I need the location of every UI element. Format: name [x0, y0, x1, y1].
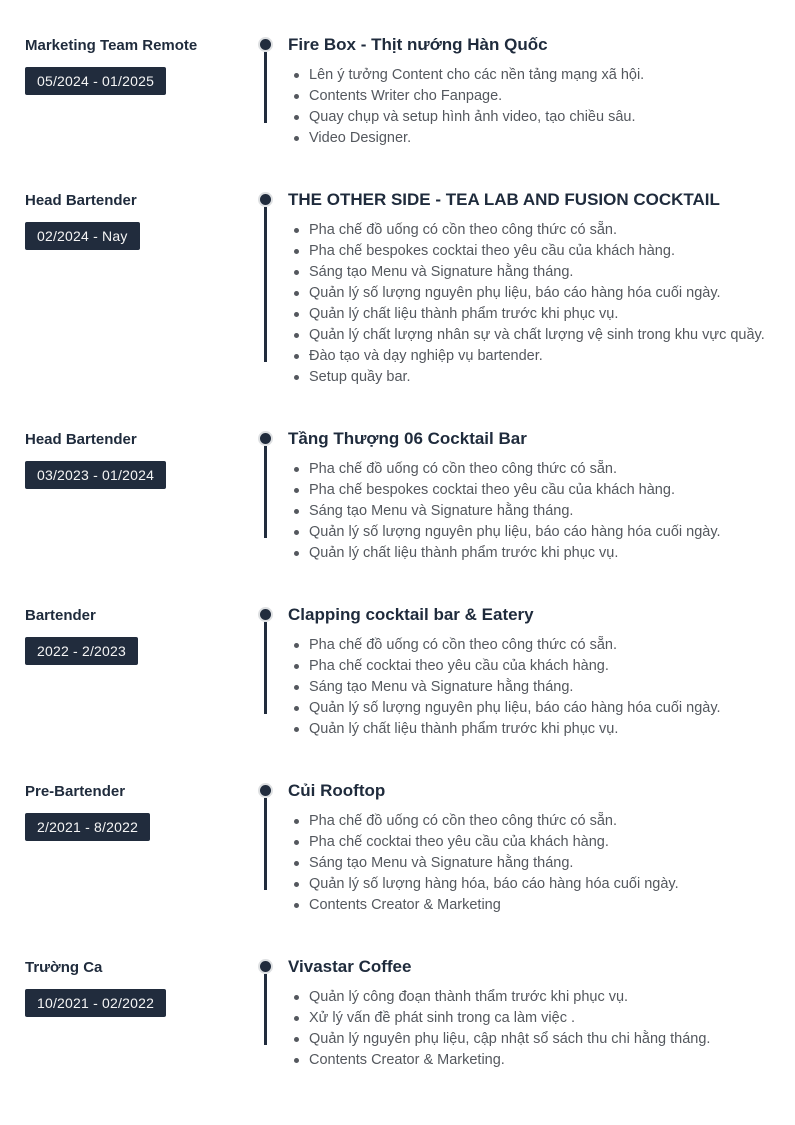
timeline-track [250, 780, 280, 916]
date-range-badge: 02/2024 - Nay [25, 222, 140, 250]
timeline-line [264, 207, 267, 362]
entry-right-column [280, 956, 767, 1071]
timeline-dot-icon [260, 194, 271, 205]
date-range-badge: 10/2021 - 02/2022 [25, 989, 166, 1017]
entry-left-column [25, 34, 250, 149]
responsibility-item: Quản lý chất lượng nhân sự và chất lượng vệ sinh trong khu vực quầy. [288, 325, 767, 346]
responsibility-item: Setup quầy bar. [288, 367, 767, 388]
responsibility-item: Pha chế đồ uống có cồn theo công thức có sẵn. [288, 635, 767, 656]
timeline-track [250, 34, 280, 149]
company-name: Fire Box - Thịt nướng Hàn Quốc [288, 35, 548, 54]
responsibility-item: Quản lý chất liệu thành phẩm trước khi phục vụ. [288, 304, 767, 325]
timeline-dot-icon [260, 785, 271, 796]
responsibility-item: Quay chụp và setup hình ảnh video, tạo chiều sâu. [288, 107, 767, 128]
timeline-line [264, 52, 267, 123]
entry-right-column [280, 780, 767, 916]
timeline-dot-icon [260, 961, 271, 972]
company-name: Vivastar Coffee [288, 957, 412, 976]
responsibility-item: Pha chế bespokes cocktai theo yêu cầu của khách hàng. [288, 241, 767, 262]
company-name: Clapping cocktail bar & Eatery [288, 605, 534, 624]
job-role: Head Bartender [25, 192, 137, 209]
responsibility-item: Đào tạo và dạy nghiệp vụ bartender. [288, 346, 767, 367]
responsibility-item: Pha chế đồ uống có cồn theo công thức có sẵn. [288, 220, 767, 241]
responsibilities-list [288, 459, 767, 564]
responsibility-item: Lên ý tưởng Content cho các nền tảng mạng xã hội. [288, 65, 767, 86]
timeline-dot-icon [260, 609, 271, 620]
timeline-line [264, 446, 267, 538]
experience-entry [0, 189, 795, 428]
timeline-dot-icon [260, 433, 271, 444]
responsibility-item: Pha chế cocktai theo yêu cầu của khách hàng. [288, 832, 767, 853]
timeline-track [250, 604, 280, 740]
responsibility-item: Contents Creator & Marketing [288, 895, 767, 916]
responsibility-item: Sáng tạo Menu và Signature hằng tháng. [288, 853, 767, 874]
company-name: Tầng Thượng 06 Cocktail Bar [288, 429, 527, 448]
responsibilities-list [288, 220, 767, 388]
entry-right-column [280, 189, 767, 388]
responsibility-item: Contents Creator & Marketing. [288, 1050, 767, 1071]
job-role: Head Bartender [25, 431, 137, 448]
company-name: Củi Rooftop [288, 781, 386, 800]
entry-left-column [25, 189, 250, 388]
experience-entry [0, 956, 795, 1111]
responsibility-item: Sáng tạo Menu và Signature hằng tháng. [288, 262, 767, 283]
entry-left-column [25, 428, 250, 564]
experience-entry [0, 604, 795, 780]
timeline-track [250, 956, 280, 1071]
responsibility-item: Pha chế bespokes cocktai theo yêu cầu của khách hàng. [288, 480, 767, 501]
responsibility-item: Quản lý chất liệu thành phẩm trước khi phục vụ. [288, 543, 767, 564]
timeline-dot-icon [260, 39, 271, 50]
responsibility-item: Video Designer. [288, 128, 767, 149]
responsibilities-list [288, 65, 767, 149]
responsibility-item: Quản lý công đoạn thành thẩm trước khi phục vụ. [288, 987, 767, 1008]
job-role: Bartender [25, 607, 96, 624]
responsibility-item: Contents Writer cho Fanpage. [288, 86, 767, 107]
responsibility-item: Sáng tạo Menu và Signature hằng tháng. [288, 501, 767, 522]
timeline-line [264, 622, 267, 714]
date-range-badge: 03/2023 - 01/2024 [25, 461, 166, 489]
entry-left-column [25, 604, 250, 740]
entry-right-column [280, 34, 767, 149]
experience-timeline [0, 34, 795, 1111]
date-range-badge: 2022 - 2/2023 [25, 637, 138, 665]
timeline-line [264, 798, 267, 890]
responsibility-item: Quản lý chất liệu thành phẩm trước khi phục vụ. [288, 719, 767, 740]
experience-entry [0, 34, 795, 189]
responsibilities-list [288, 811, 767, 916]
responsibilities-list [288, 635, 767, 740]
responsibilities-list [288, 987, 767, 1071]
experience-entry [0, 780, 795, 956]
timeline-track [250, 428, 280, 564]
responsibility-item: Pha chế cocktai theo yêu cầu của khách hàng. [288, 656, 767, 677]
job-role: Trường Ca [25, 959, 103, 976]
responsibility-item: Quản lý số lượng hàng hóa, báo cáo hàng hóa cuối ngày. [288, 874, 767, 895]
responsibility-item: Quản lý số lượng nguyên phụ liệu, báo cáo hàng hóa cuối ngày. [288, 698, 767, 719]
responsibility-item: Pha chế đồ uống có cồn theo công thức có sẵn. [288, 459, 767, 480]
entry-right-column [280, 428, 767, 564]
date-range-badge: 05/2024 - 01/2025 [25, 67, 166, 95]
entry-left-column [25, 780, 250, 916]
responsibility-item: Pha chế đồ uống có cồn theo công thức có sẵn. [288, 811, 767, 832]
responsibility-item: Xử lý vấn đề phát sinh trong ca làm việc . [288, 1008, 767, 1029]
timeline-track [250, 189, 280, 388]
job-role: Pre-Bartender [25, 783, 126, 800]
timeline-line [264, 974, 267, 1045]
responsibility-item: Quản lý số lượng nguyên phụ liệu, báo cáo hàng hóa cuối ngày. [288, 283, 767, 304]
job-role: Marketing Team Remote [25, 37, 198, 54]
experience-entry [0, 428, 795, 604]
entry-right-column [280, 604, 767, 740]
entry-left-column [25, 956, 250, 1071]
company-name: THE OTHER SIDE - TEA LAB AND FUSION COCKTAIL [288, 190, 720, 209]
responsibility-item: Quản lý số lượng nguyên phụ liệu, báo cáo hàng hóa cuối ngày. [288, 522, 767, 543]
responsibility-item: Quản lý nguyên phụ liệu, cập nhật sổ sách thu chi hằng tháng. [288, 1029, 767, 1050]
responsibility-item: Sáng tạo Menu và Signature hằng tháng. [288, 677, 767, 698]
date-range-badge: 2/2021 - 8/2022 [25, 813, 150, 841]
